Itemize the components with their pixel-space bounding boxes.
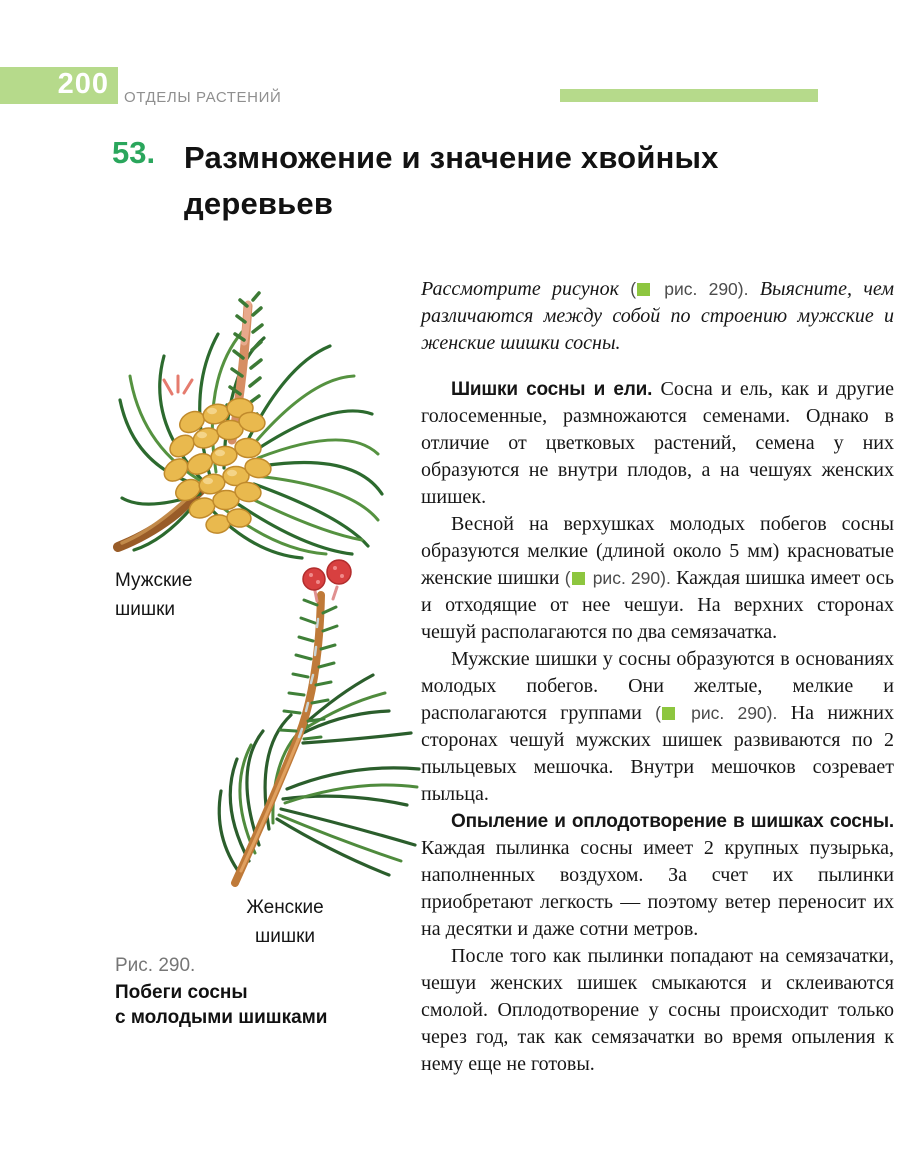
text-segment: Сосна и ель, как и другие голосеменные, размножаются семенами. Однако в отличие от цветковых растений, семена у них образуются не внутри плодов, а на чешуях женских шишек. [421, 378, 894, 508]
male-cones-label: Мужские шишки [115, 570, 193, 620]
figure-caption-title-line2: с молодыми шишками [115, 1007, 328, 1028]
section-number: 53. [112, 135, 156, 170]
figure-ref-square-icon [637, 283, 650, 296]
paragraph [421, 808, 894, 943]
text-segment: Каждая шишка имеет ось и отходящие от нее чешуи. На верхних сторонах чешуй располагаются по два семязачатка. [421, 567, 895, 643]
text-segment: Шишки сосны и ели. [451, 379, 661, 400]
figure-ref-label: рис. 290 [653, 279, 738, 299]
figure-caption-number: Рис. 290. [115, 955, 196, 976]
figure-caption [115, 953, 327, 1030]
text-segment: Опыление и оплодотворение в шишках сосны. [451, 811, 894, 832]
male-cones-illustration [106, 272, 398, 562]
running-header: ОТДЕЛЫ РАСТЕНИЙ [124, 89, 282, 106]
text-segment: ( [630, 279, 637, 299]
text-segment: На нижних сторонах чешуй мужских шишек развиваются по 2 пыльцевых мешочка. Внутри мешочков созревает пыльца. [421, 702, 894, 805]
paragraph [421, 646, 894, 808]
figure-ref-label: рис. 290 [677, 703, 767, 723]
text-segment: Весной на верхушках молодых побегов сосны образуются мелкие (длиной около 5 мм) красноватые женские шишки [421, 513, 894, 589]
text-segment: Рассмотрите рисунок [421, 278, 631, 300]
header-accent-bar [560, 89, 818, 102]
figure-caption-title-line1: Побеги сосны [115, 982, 248, 1003]
figure-ref-square-icon [662, 707, 675, 720]
paragraph [421, 511, 894, 646]
text-segment: Выясните, чем различаются между собой по строению мужские и женские шишки сосны. [421, 278, 894, 354]
text-segment: ). [737, 279, 749, 299]
text-segment: ( [564, 568, 571, 588]
page-number-band [0, 67, 118, 104]
text-segment: ). [660, 568, 671, 588]
page-title: Размножение и значение хвойных деревьев [184, 140, 719, 221]
figure-ref-label: рис. 290 [587, 568, 661, 588]
text-segment: ( [655, 703, 661, 723]
text-segment: Мужские шишки у сосны образуются в основаниях молодых побегов. Они желтые, мелкие и располагаются группами [421, 648, 894, 724]
figure-ref-square-icon [572, 572, 585, 585]
female-cones-label: Женские шишки [246, 897, 324, 947]
paragraph [421, 376, 894, 511]
female-cones-illustration [211, 553, 433, 893]
article-paragraphs [421, 276, 894, 1078]
paragraph [421, 276, 894, 357]
text-segment: Каждая пылинка сосны имеет 2 крупных пузырька, наполненных воздухом. За счет их пылинки приобретают легкость — поэтому ветер переносит их на десятки и даже сотни метров. [421, 837, 894, 940]
paragraph [421, 943, 894, 1078]
text-segment: ). [766, 703, 778, 723]
page-number: 200 [57, 68, 109, 100]
text-segment: После того как пылинки попадают на семязачатки, чешуи женских шишек смыкаются и склеиваются смолой. Оплодотворение у сосны происходит только через год, так как семязачатки во время опыления к нему еще не готовы. [421, 945, 894, 1075]
